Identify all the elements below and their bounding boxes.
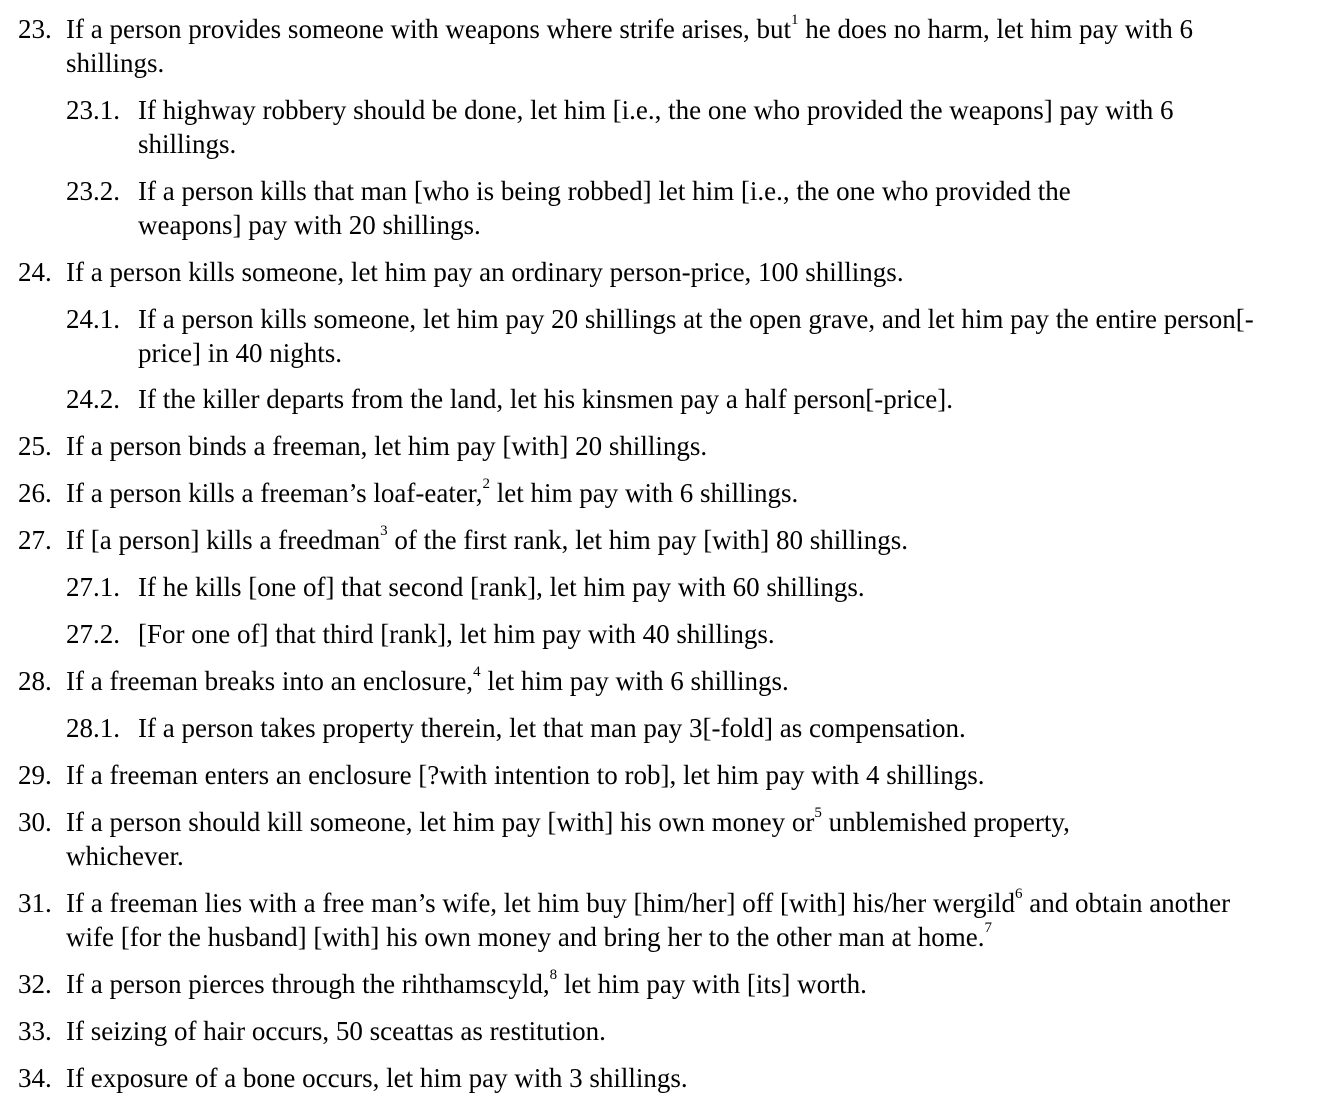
- clause-text: If a person binds a freeman, let him pay [with] 20 shillings.: [66, 431, 708, 461]
- clause-text: If the killer departs from the land, let his kinsmen pay a half person[-price].: [138, 384, 953, 414]
- footnote-ref[interactable]: 4: [473, 664, 481, 680]
- law-subclause: [66, 93, 1266, 161]
- clause-text: If a person kills someone, let him pay an ordinary person-price, 100 shillings.: [66, 257, 904, 287]
- clause-number: 24.: [18, 257, 52, 287]
- clause-number: 29.: [18, 760, 52, 790]
- footnote-ref[interactable]: 8: [549, 967, 558, 983]
- clause-text: If a person provides someone with weapons where strife arises, but$^1$ he does no harm, let him pay with 6 shillings.: [66, 12, 1193, 78]
- clause-text: If exposure of a bone occurs, let him pay with 3 shillings.: [66, 1063, 688, 1093]
- law-subclause: [66, 302, 1266, 370]
- clause-number: 31.: [18, 888, 52, 918]
- law-subclause: [66, 570, 1306, 604]
- law-clause: [18, 886, 1248, 954]
- law-clause: [18, 476, 1298, 510]
- law-subclause: [66, 617, 1306, 651]
- law-clause: [18, 664, 1298, 698]
- clause-number: 27.: [18, 525, 52, 555]
- clause-number: 30.: [18, 807, 52, 837]
- law-clause: [18, 967, 1298, 1001]
- clause-text: If a person should kill someone, let him pay [with] his own money $or^5$ unblemished property, whichever.: [66, 805, 1070, 871]
- law-subclause: [66, 174, 1166, 242]
- law-clause: [18, 255, 1278, 289]
- clause-number: 23.1.: [66, 95, 120, 125]
- clause-text: If seizing of hair occurs, 50 sceattas as restitution.: [66, 1016, 606, 1046]
- clause-text: If a freeman breaks into an enclosure,$^4$ let him pay with 6 shillings.: [66, 664, 789, 696]
- clause-text: If a person kills someone, let him pay 20 shillings at the open grave, and let him pay the entire person[-price] in 40 nights.: [138, 304, 1254, 368]
- clause-number: 32.: [18, 969, 52, 999]
- clause-number: 23.2.: [66, 176, 120, 206]
- clause-number: 28.1.: [66, 713, 120, 743]
- footnote-ref[interactable]: 7: [984, 920, 993, 936]
- clause-text: If a person takes property therein, let that man pay 3[-fold] as compensation.: [138, 713, 966, 743]
- footnote-ref[interactable]: 5: [814, 805, 822, 821]
- footnote-ref[interactable]: 1: [791, 12, 799, 28]
- clause-number: 24.1.: [66, 304, 120, 334]
- clause-text: If a person kills a freeman’s loaf-eater,$^2$ let him pay with 6 shillings.: [66, 476, 799, 508]
- law-clause: [18, 429, 1298, 463]
- law-subclause: [66, 711, 1306, 745]
- law-clause: [18, 1061, 1298, 1095]
- law-subclause: [66, 382, 1306, 416]
- law-clause: [18, 1014, 1298, 1048]
- clause-text: If a freeman lies with a free man’s wife, let him buy [him/her] off [with] his/her wergild$^6$ and obtain another wife [for the husband] [with] his own money and bring her to the other man at home.$^7$: [66, 886, 1231, 952]
- clause-number: 28.: [18, 666, 52, 696]
- clause-text: If [a person] kills a freedman$^3$ of the first rank, let him pay [with] 80 shillings.: [66, 523, 909, 555]
- law-clause: [18, 805, 1178, 873]
- clause-text: If a person kills that man [who is being robbed] let him [i.e., the one who provided the weapons] pay with 20 shillings.: [138, 176, 1071, 240]
- clause-number: 27.2.: [66, 619, 120, 649]
- clause-number: 24.2.: [66, 384, 120, 414]
- clause-number: 33.: [18, 1016, 52, 1046]
- law-clause: [18, 523, 1298, 557]
- clause-text: [For one of] that third [rank], let him pay with 40 shillings.: [138, 619, 775, 649]
- law-clause: [18, 12, 1233, 80]
- footnote-ref[interactable]: 2: [482, 476, 490, 492]
- footnote-ref[interactable]: 3: [380, 523, 388, 539]
- clause-number: 25.: [18, 431, 52, 461]
- clause-number: 26.: [18, 478, 52, 508]
- footnote-ref[interactable]: 6: [1014, 886, 1023, 902]
- clause-text: If highway robbery should be done, let him [i.e., the one who provided the weapons] pay with 6 shillings.: [138, 95, 1174, 159]
- clause-text: If a person pierces through the rihthamscyld,$^8$ let him pay with [its] worth.: [66, 967, 867, 999]
- clause-number: 27.1.: [66, 572, 120, 602]
- clause-text: If a freeman enters an enclosure [?with intention to rob], let him pay with 4 shillings.: [66, 760, 985, 790]
- clause-number: 23.: [18, 14, 52, 44]
- clause-text: If he kills [one of] that second [rank], let him pay with 60 shillings.: [138, 572, 865, 602]
- clause-number: 34.: [18, 1063, 52, 1093]
- law-clause: [18, 758, 1298, 792]
